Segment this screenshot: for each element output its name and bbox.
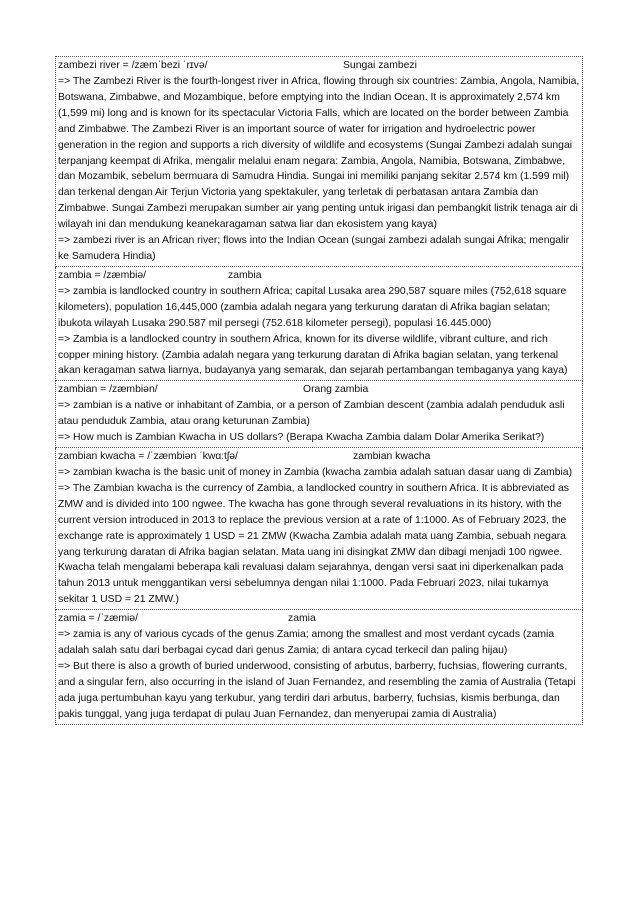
definition-paragraph: => Zambia is a landlocked country in southern Africa, known for its diverse wildlife, vibrant culture, and rich copper mining history. (Zambia adalah negara yang terkurung daratan di Afrika bagian selatan, yang terkenal akan keragaman satwa liarnya, budayanya yang semarak, dan sejarah pertambangan tembaganya yang kaya)	[58, 333, 568, 377]
term-pronunciation: zambezi river = /zæmˈbezi ˈrɪvə/	[58, 60, 208, 71]
definition-paragraph: => zambian kwacha is the basic unit of money in Zambia (kwacha zambia adalah satuan dasar uang di Zambia)	[58, 467, 573, 479]
definition-paragraph: => How much is Zambian Kwacha in US dollars? (Berapa Kwacha Zambia dalam Dolar Amerika Serikat?)	[58, 432, 545, 444]
entry-header	[58, 382, 580, 398]
term-pronunciation: zambia = /zæmbiə/	[58, 269, 147, 281]
vocabulary-sheet	[55, 56, 583, 725]
entry-zambia	[55, 267, 583, 381]
entry-header	[58, 268, 580, 284]
entry-header	[58, 58, 580, 74]
entry-header	[58, 449, 580, 465]
term-translation: Sungai zambezi	[343, 60, 417, 71]
definition-paragraph: => zambia is landlocked country in southern Africa; capital Lusaka area 290,587 square miles (752,618 square kilometers), population 16,445,000 (zambia adalah negara yang terkurung daratan di Afrika bagian selatan; ibukota wilayah Lusaka 290.587 mil persegi (752.618 kilometer persegi), populasi 16.445.000)	[58, 285, 567, 329]
entry-zambezi-river	[55, 56, 583, 267]
definition-paragraph: => zamia is any of various cycads of the genus Zamia; among the smallest and most verdant cycads (zamia adalah salah satu dari berbagai cycad dari genus Zamia; di antara cycad terkecil dan paling hijau)	[58, 629, 555, 657]
entry-header	[58, 611, 580, 627]
entry-zamia	[55, 610, 583, 724]
definition-paragraph: => The Zambian kwacha is the currency of Zambia, a landlocked country in southern Africa. It is abbreviated as ZMW and is divided into 100 ngwee. The kwacha has gone through several revaluations in its history, with the current version introduced in 2013 to replace the previous version at a rate of 1:1000. As of February 2023, the exchange rate is approximately 1 USD = 21 ZMW (Kwacha Zambia adalah mata uang Zambia, sebuah negara yang terkurung daratan di Afrika bagian selatan. Mata uang ini disingkat ZMW dan dibagi menjadi 100 ngwee. Kwacha telah mengalami beberapa kali revaluasi dalam sejarahnya, dengan versi saat ini diperkenalkan pada tahun 2013 untuk menggantikan versi sebelumnya dengan nilai 1:1000. Pada Februari 2023, nilai tukarnya sekitar 1 USD = 21 ZMW.)	[58, 482, 569, 606]
term-translation: Orang zambia	[303, 384, 369, 396]
definition-paragraph: => zambezi river is an African river; flows into the Indian Ocean (sungai zambezi adalah sungai Afrika; mengalir ke Samudera Hindia)	[58, 235, 570, 262]
definition-paragraph: => The Zambezi River is the fourth-longest river in Africa, flowing through six countries: Zambia, Angola, Namibia, Botswana, Zimbabwe, and Mozambique, before emptying into the Indian Ocean. It is approximately 2,574 km (1,599 mi) long and is known for its spectacular Victoria Falls, which are located on the border between Zambia and Zimbabwe. The Zambezi River is an important source of water for irrigation and hydroelectric power generation in the region and supports a rich diversity of wildlife and ecosystems (Sungai Zambezi adalah sungai terpanjang keempat di Afrika, mengalir melalui enam negara: Zambia, Angola, Namibia, Botswana, Zimbabwe, dan Mozambik, sebelum bermuara di Samudra Hindia. Sungai ini memiliki panjang sekitar 2.574 km (1.599 mil) dan terkenal dengan Air Terjun Victoria yang spektakuler, yang terletak di perbatasan antara Zambia dan Zimbabwe. Sungai Zambezi merupakan sumber air yang penting untuk irigasi dan pembangkit listrik tenaga air di wilayah ini dan mendukung keanekaragaman satwa liar dan ekosistem yang kaya)	[58, 76, 580, 231]
entry-zambian-kwacha	[55, 448, 583, 610]
term-translation: zambia	[228, 269, 262, 281]
definition-paragraph: => zambian is a native or inhabitant of Zambia, or a person of Zambian descent (zambia adalah penduduk asli atau penduduk Zambia, atau orang keturunan Zambia)	[58, 400, 565, 428]
term-pronunciation: zambian = /zæmbiən/	[58, 384, 158, 396]
term-pronunciation: zambian kwacha = /ˈzæmbiən ˈkwɑːtʃə/	[58, 451, 238, 463]
entry-zambian	[55, 381, 583, 448]
term-pronunciation: zamia = /ˈzæmiə/	[58, 613, 138, 625]
term-translation: zamia	[288, 613, 316, 625]
term-translation: zambian kwacha	[353, 451, 431, 463]
definition-paragraph: => But there is also a growth of buried underwood, consisting of arbutus, barberry, fuchsias, flowering currants, and a singular fern, also occurring in the island of Juan Fernandez, and resembling the zamia of Australia (Tetapi ada juga pertumbuhan kayu yang terkubur, yang terdiri dari arbutus, barberry, fuchsias, kismis berbunga, dan pakis tunggal, yang juga terdapat di pulau Juan Fernandez, dan menyerupai zamia di Australia)	[58, 661, 576, 720]
